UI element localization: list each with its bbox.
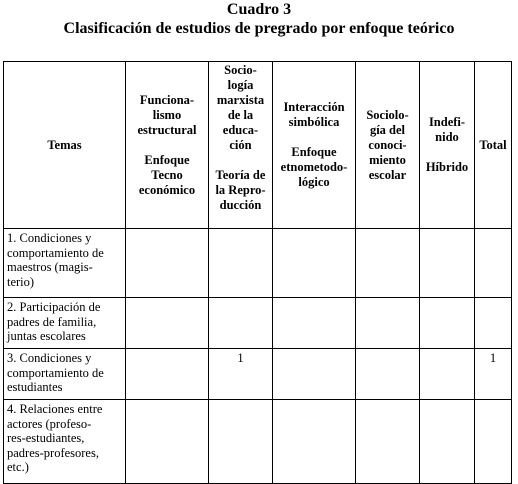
text-line: Funciona- [139,92,195,107]
row-topic [4,298,126,349]
text-line: Enfoque [291,145,337,159]
cell-indefinido [420,298,475,349]
cell-funcionalismo [126,298,209,349]
cell-total [475,229,512,298]
text-line: escolar [368,167,407,182]
cell-interaccion-simbolica [273,229,356,298]
header-interaccion-simbolica [273,62,356,229]
row-topic [4,349,126,400]
table-row [4,229,512,298]
text-line: lismo [152,107,182,122]
text-line: económico [138,182,196,197]
text-line: actores (profeso- [7,416,92,431]
text-line: simbólica [288,115,340,129]
text-line: ción [229,138,252,152]
cell-interaccion-simbolica [273,298,356,349]
text-line [126,138,208,153]
text-line: maestros (magis- [7,260,93,274]
cell-interaccion-simbolica [273,349,356,400]
text-line: de la [227,108,254,122]
table-caption-subtitle: Clasificación de estudios de pregrado por enfoque teórico [63,20,455,37]
text-line: 2. Participación de [7,300,101,314]
text-line: estudiantes [7,380,63,394]
row-topic [4,229,126,298]
header-sociologia-conocimiento [356,62,420,229]
text-line: marxista [216,93,265,107]
cell-total [475,298,512,349]
text-line: logía [227,78,254,92]
text-line [209,153,272,168]
cell-funcionalismo [126,349,209,400]
cell-funcionalismo [126,229,209,298]
text-line [273,130,355,145]
cell-total [475,400,512,484]
cell-sociologia-marxista [209,298,273,349]
text-line: etnometodo- [280,160,348,174]
table-row [4,349,512,400]
text-line: educa- [222,123,259,137]
cell-sociologia-marxista [209,229,273,298]
header-funcionalismo [126,62,209,229]
text-line: 1. Condiciones y [7,231,92,245]
text-line: res-estudiantes, [7,431,85,445]
text-line: Enfoque [144,152,190,167]
table-row [4,400,512,484]
cell-sociologia-conocimiento [356,400,420,484]
text-line: Interacción [283,100,345,114]
text-line: padres de familia, [7,314,97,329]
text-line: etc.) [7,460,29,474]
text-line: lógico [298,175,330,189]
header-indefinido [420,62,475,229]
header-sociologia-marxista [209,62,273,229]
text-line: Teoría de [215,168,266,182]
text-line: Sociolo- [366,107,409,122]
text-line: Indefi- [428,115,466,129]
cell-indefinido [420,400,475,484]
text-line: terio) [7,274,35,289]
text-line: gía del [369,122,406,137]
table-header-row [4,62,512,229]
text-line: 4. Relaciones entre [7,402,103,416]
cell-indefinido [420,229,475,298]
text-line: comportamiento de [7,365,104,380]
header-temas: Temas [4,62,126,229]
cell-indefinido [420,349,475,400]
text-line: padres-profesores, [7,445,99,460]
text-line: 3. Condiciones y [7,351,92,365]
text-line: comportamiento de [7,245,104,260]
cell-sociologia-conocimiento [356,298,420,349]
text-line: ducción [219,198,262,212]
text-line: Híbrido [425,160,469,174]
classification-table [3,61,512,484]
text-line: juntas escolares [7,329,86,343]
cell-sociologia-conocimiento [356,349,420,400]
row-topic [4,400,126,484]
cell-interaccion-simbolica [273,400,356,484]
table-row [4,298,512,349]
cell-sociologia-marxista: 1 [209,349,273,400]
cell-total: 1 [475,349,512,400]
text-line: Tecno [151,167,183,182]
text-line [420,145,474,160]
text-line: estructural [137,122,197,137]
cell-sociologia-conocimiento [356,229,420,298]
cell-sociologia-marxista [209,400,273,484]
text-line: conoci- [368,137,407,152]
cell-funcionalismo [126,400,209,484]
text-line: nido [435,130,459,144]
text-line: la Repro- [215,183,266,197]
text-line: Socio- [224,63,257,77]
text-line: miento [369,152,406,167]
header-total: Total [475,62,512,229]
table-caption-title: Cuadro 3 [226,1,292,18]
